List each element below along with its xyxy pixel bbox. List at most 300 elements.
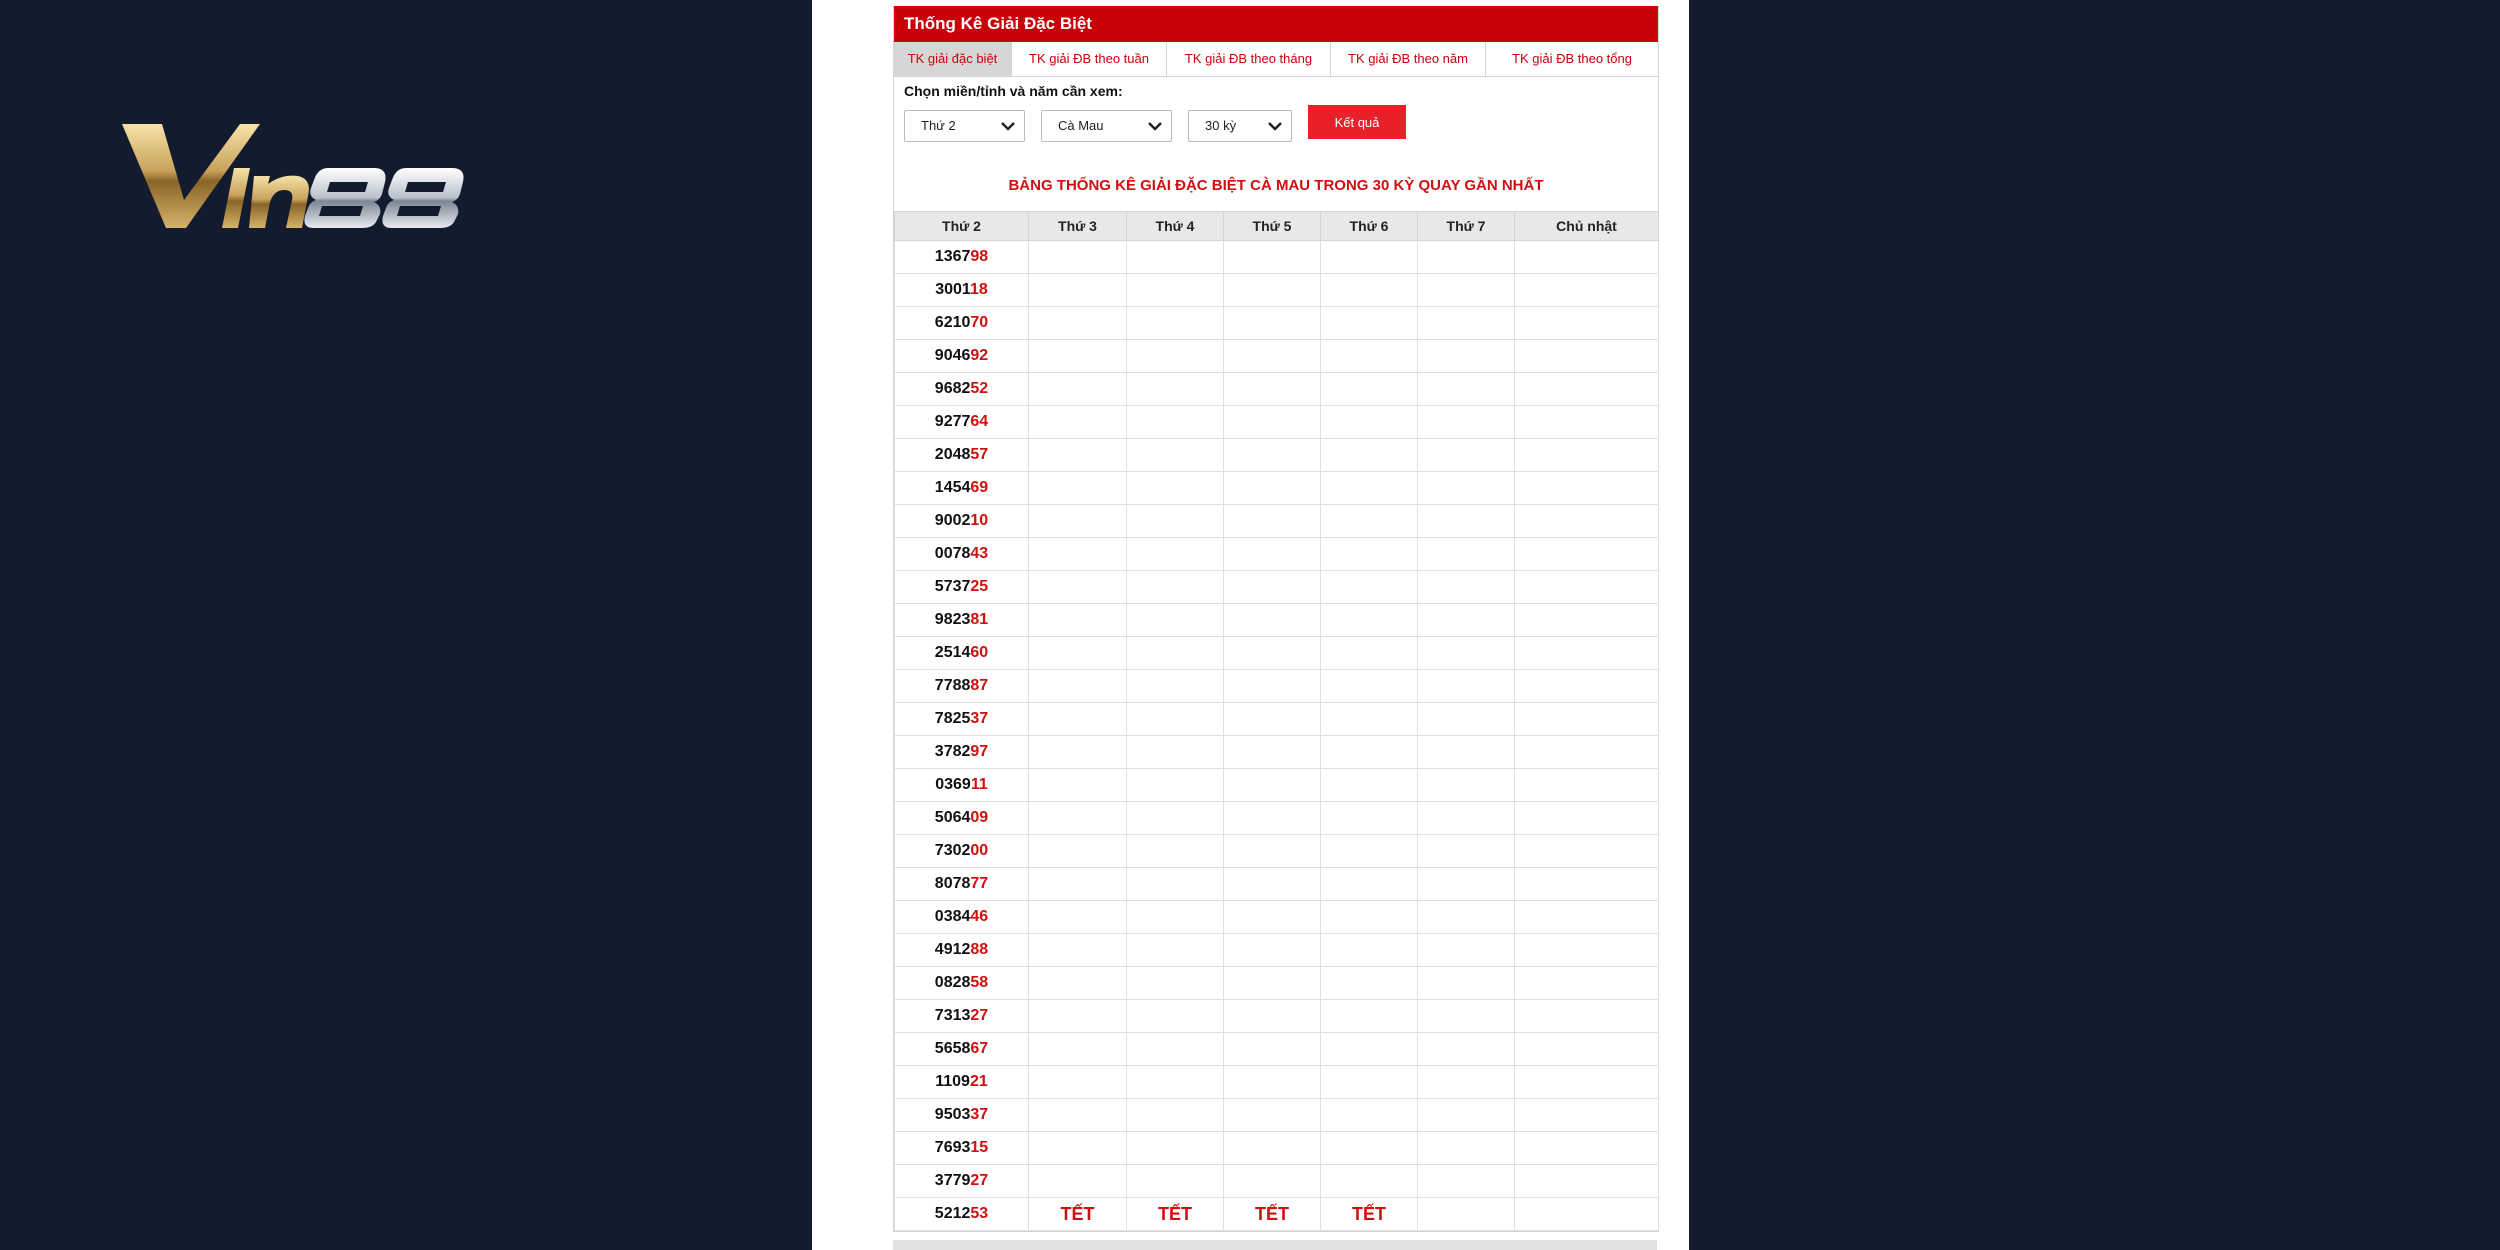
- special-prize-stats-widget: [893, 6, 1659, 1232]
- special-prize-number: [895, 340, 1029, 373]
- empty-cell: [1127, 802, 1224, 835]
- special-prize-number: [895, 802, 1029, 835]
- tab-by-year[interactable]: TK giải ĐB theo năm: [1331, 42, 1486, 76]
- empty-cell: [1418, 637, 1515, 670]
- empty-cell: [1029, 1033, 1127, 1066]
- table-row: [895, 274, 1659, 307]
- empty-cell: [1224, 538, 1321, 571]
- empty-cell: [1515, 439, 1659, 472]
- number-last-two-digits: 67: [970, 1040, 989, 1057]
- number-last-two-digits: 15: [970, 1139, 989, 1156]
- chevron-down-icon: [1147, 120, 1163, 132]
- empty-cell: [1224, 736, 1321, 769]
- empty-cell: [1515, 1033, 1659, 1066]
- table-row: [895, 736, 1659, 769]
- special-prize-number: [895, 637, 1029, 670]
- empty-cell: [1515, 736, 1659, 769]
- empty-cell: [1418, 505, 1515, 538]
- empty-cell: [1418, 307, 1515, 340]
- special-prize-number: [895, 835, 1029, 868]
- empty-cell: [1029, 373, 1127, 406]
- tab-special-prize[interactable]: TK giải đặc biệt: [894, 42, 1012, 76]
- number-last-two-digits: 43: [970, 545, 989, 562]
- filter-label: Chọn miền/tỉnh và năm cần xem:: [904, 83, 1123, 99]
- empty-cell: [1029, 406, 1127, 439]
- empty-cell: [1515, 802, 1659, 835]
- table-row: [895, 1066, 1659, 1099]
- result-button[interactable]: Kết quả: [1308, 105, 1406, 139]
- empty-cell: [1029, 868, 1127, 901]
- tet-holiday-cell: [1321, 1198, 1418, 1231]
- empty-cell: [1127, 1132, 1224, 1165]
- number-last-two-digits: 70: [970, 314, 989, 331]
- special-prize-number: [895, 1099, 1029, 1132]
- special-prize-number: [895, 604, 1029, 637]
- empty-cell: [1515, 604, 1659, 637]
- empty-cell: [1127, 604, 1224, 637]
- empty-cell: [1029, 307, 1127, 340]
- number-prefix: 9277: [934, 413, 971, 430]
- empty-cell: [1321, 406, 1418, 439]
- empty-cell: [1418, 472, 1515, 505]
- empty-cell: [1224, 1099, 1321, 1132]
- col-header-thu: Thứ 5: [1224, 212, 1321, 241]
- empty-cell: [1418, 241, 1515, 274]
- empty-cell: [1029, 274, 1127, 307]
- empty-cell: [1515, 505, 1659, 538]
- table-row: [895, 472, 1659, 505]
- empty-cell: [1224, 307, 1321, 340]
- empty-cell: [1418, 604, 1515, 637]
- empty-cell: [1321, 637, 1418, 670]
- col-header-fri: Thứ 6: [1321, 212, 1418, 241]
- table-row: [895, 505, 1659, 538]
- empty-cell: [1029, 340, 1127, 373]
- tet-label: TẾT: [1352, 1203, 1386, 1224]
- special-prize-number: [895, 901, 1029, 934]
- empty-cell: [1321, 670, 1418, 703]
- special-prize-number: [895, 373, 1029, 406]
- empty-cell: [1321, 472, 1418, 505]
- empty-cell: [1418, 274, 1515, 307]
- number-prefix: 0078: [934, 545, 971, 562]
- empty-cell: [1224, 373, 1321, 406]
- empty-cell: [1321, 1066, 1418, 1099]
- empty-cell: [1321, 802, 1418, 835]
- empty-cell: [1224, 1165, 1321, 1198]
- empty-cell: [1515, 637, 1659, 670]
- special-prize-number: [895, 1198, 1029, 1231]
- empty-cell: [1127, 307, 1224, 340]
- table-row: [895, 1198, 1659, 1231]
- number-last-two-digits: 98: [970, 248, 989, 265]
- table-row: [895, 1132, 1659, 1165]
- col-header-mon: Thứ 2: [895, 212, 1029, 241]
- empty-cell: [1029, 571, 1127, 604]
- empty-cell: [1224, 439, 1321, 472]
- number-last-two-digits: 52: [970, 380, 989, 397]
- table-row: [895, 307, 1659, 340]
- special-prize-number: [895, 439, 1029, 472]
- number-last-two-digits: 53: [970, 1205, 989, 1222]
- number-last-two-digits: 57: [970, 446, 989, 463]
- special-prize-number: [895, 571, 1029, 604]
- empty-cell: [1127, 901, 1224, 934]
- special-prize-number: [895, 736, 1029, 769]
- empty-cell: [1418, 1198, 1515, 1231]
- number-prefix: 1367: [934, 248, 971, 265]
- number-prefix: 2514: [934, 644, 971, 661]
- stats-tabs: [894, 42, 1658, 77]
- empty-cell: [1127, 439, 1224, 472]
- empty-cell: [1418, 670, 1515, 703]
- number-prefix: 0384: [934, 908, 971, 925]
- empty-cell: [1418, 835, 1515, 868]
- empty-cell: [1224, 670, 1321, 703]
- number-last-two-digits: 81: [970, 611, 989, 628]
- empty-cell: [1515, 1099, 1659, 1132]
- empty-cell: [1418, 703, 1515, 736]
- empty-cell: [1515, 1066, 1659, 1099]
- empty-cell: [1418, 868, 1515, 901]
- tet-holiday-cell: [1127, 1198, 1224, 1231]
- empty-cell: [1224, 901, 1321, 934]
- empty-cell: [1321, 835, 1418, 868]
- table-row: [895, 802, 1659, 835]
- number-last-two-digits: 64: [970, 413, 989, 430]
- empty-cell: [1321, 1132, 1418, 1165]
- table-row: [895, 1099, 1659, 1132]
- number-last-two-digits: 27: [970, 1007, 989, 1024]
- number-last-two-digits: 37: [970, 1106, 989, 1123]
- empty-cell: [1224, 1132, 1321, 1165]
- number-last-two-digits: 46: [970, 908, 989, 925]
- filter-row: [894, 103, 1658, 141]
- empty-cell: [1224, 868, 1321, 901]
- empty-cell: [1127, 868, 1224, 901]
- empty-cell: [1224, 802, 1321, 835]
- table-row: [895, 1165, 1659, 1198]
- special-prize-number: [895, 1000, 1029, 1033]
- empty-cell: [1224, 1066, 1321, 1099]
- empty-cell: [1418, 571, 1515, 604]
- number-prefix: 6210: [934, 314, 971, 331]
- number-prefix: 1454: [934, 479, 971, 496]
- empty-cell: [1321, 1033, 1418, 1066]
- tab-by-total[interactable]: TK giải ĐB theo tổng: [1512, 51, 1632, 66]
- empty-cell: [1029, 1000, 1127, 1033]
- empty-cell: [1321, 1099, 1418, 1132]
- day-select-value: Thứ 2: [921, 118, 956, 133]
- number-prefix: 1109: [935, 1073, 970, 1090]
- empty-cell: [1418, 340, 1515, 373]
- tet-label: TẾT: [1060, 1203, 1095, 1224]
- empty-cell: [1127, 340, 1224, 373]
- table-title: BẢNG THỐNG KÊ GIẢI ĐẶC BIỆT CÀ MAU TRONG 30 KỲ QUAY GẦN NHẤT: [1008, 177, 1544, 194]
- empty-cell: [1321, 901, 1418, 934]
- number-prefix: 3001: [935, 281, 970, 298]
- empty-cell: [1127, 1165, 1224, 1198]
- empty-cell: [1321, 769, 1418, 802]
- empty-cell: [1321, 538, 1418, 571]
- empty-cell: [1127, 571, 1224, 604]
- tet-holiday-cell: [1224, 1198, 1321, 1231]
- empty-cell: [1321, 1165, 1418, 1198]
- table-row: [895, 241, 1659, 274]
- empty-cell: [1127, 967, 1224, 1000]
- empty-cell: [1321, 868, 1418, 901]
- table-row: [895, 340, 1659, 373]
- empty-cell: [1127, 472, 1224, 505]
- empty-cell: [1029, 769, 1127, 802]
- empty-cell: [1029, 538, 1127, 571]
- empty-cell: [1127, 406, 1224, 439]
- empty-cell: [1515, 901, 1659, 934]
- empty-cell: [1515, 1198, 1659, 1231]
- table-row: [895, 868, 1659, 901]
- table-row: [895, 406, 1659, 439]
- special-prize-number: [895, 934, 1029, 967]
- empty-cell: [1029, 604, 1127, 637]
- number-prefix: 5064: [934, 809, 971, 826]
- empty-cell: [1418, 769, 1515, 802]
- empty-cell: [1515, 868, 1659, 901]
- empty-cell: [1321, 373, 1418, 406]
- empty-cell: [1418, 1000, 1515, 1033]
- table-row: [895, 835, 1659, 868]
- number-last-two-digits: 10: [970, 512, 989, 529]
- empty-cell: [1224, 274, 1321, 307]
- empty-cell: [1418, 1033, 1515, 1066]
- empty-cell: [1029, 1132, 1127, 1165]
- empty-cell: [1029, 901, 1127, 934]
- empty-cell: [1127, 538, 1224, 571]
- special-prize-number: [895, 538, 1029, 571]
- empty-cell: [1127, 703, 1224, 736]
- empty-cell: [1321, 274, 1418, 307]
- empty-cell: [1321, 703, 1418, 736]
- empty-cell: [1418, 1132, 1515, 1165]
- empty-cell: [1418, 901, 1515, 934]
- special-prize-number: [895, 406, 1029, 439]
- table-row: [895, 373, 1659, 406]
- empty-cell: [1418, 1099, 1515, 1132]
- number-last-two-digits: 88: [970, 941, 989, 958]
- table-row: [895, 934, 1659, 967]
- empty-cell: [1224, 241, 1321, 274]
- empty-cell: [1029, 802, 1127, 835]
- table-row: [895, 769, 1659, 802]
- empty-cell: [1321, 307, 1418, 340]
- table-row: [895, 538, 1659, 571]
- number-last-two-digits: 60: [970, 644, 989, 661]
- empty-cell: [1224, 340, 1321, 373]
- empty-cell: [1515, 538, 1659, 571]
- empty-cell: [1127, 670, 1224, 703]
- special-prize-number: [895, 505, 1029, 538]
- col-header-sat: Thứ 7: [1418, 212, 1515, 241]
- number-last-two-digits: 87: [970, 677, 989, 694]
- day-select[interactable]: [904, 110, 1025, 142]
- empty-cell: [1127, 934, 1224, 967]
- special-prize-number: [895, 472, 1029, 505]
- number-last-two-digits: 18: [969, 281, 988, 298]
- table-row: [895, 604, 1659, 637]
- col-header-sun: Chủ nhật: [1515, 212, 1659, 241]
- empty-cell: [1321, 1000, 1418, 1033]
- special-prize-number: [895, 868, 1029, 901]
- empty-cell: [1224, 604, 1321, 637]
- table-row: [895, 571, 1659, 604]
- empty-cell: [1321, 934, 1418, 967]
- empty-cell: [1224, 934, 1321, 967]
- empty-cell: [1515, 406, 1659, 439]
- chevron-down-icon: [1267, 120, 1283, 132]
- empty-cell: [1127, 373, 1224, 406]
- number-last-two-digits: 92: [970, 347, 989, 364]
- table-row: [895, 670, 1659, 703]
- stats-table: [894, 211, 1659, 1231]
- empty-cell: [1515, 340, 1659, 373]
- col-header-tue: Thứ 3: [1029, 212, 1127, 241]
- special-prize-number: [895, 670, 1029, 703]
- empty-cell: [1515, 967, 1659, 1000]
- col-header-wed: Thứ 4: [1127, 212, 1224, 241]
- empty-cell: [1029, 670, 1127, 703]
- empty-cell: [1515, 274, 1659, 307]
- empty-cell: [1418, 967, 1515, 1000]
- table-row: [895, 703, 1659, 736]
- number-last-two-digits: 37: [970, 710, 989, 727]
- empty-cell: [1224, 1000, 1321, 1033]
- number-prefix: 3782: [934, 743, 971, 760]
- empty-cell: [1224, 571, 1321, 604]
- table-row: [895, 967, 1659, 1000]
- special-prize-number: [895, 967, 1029, 1000]
- tet-holiday-cell: [1029, 1198, 1127, 1231]
- tab-by-month[interactable]: TK giải ĐB theo tháng: [1167, 42, 1331, 76]
- special-prize-number: [895, 274, 1029, 307]
- table-row: [895, 1033, 1659, 1066]
- empty-cell: [1127, 1000, 1224, 1033]
- empty-cell: [1029, 967, 1127, 1000]
- empty-cell: [1029, 835, 1127, 868]
- number-prefix: 5658: [934, 1040, 971, 1057]
- empty-cell: [1029, 505, 1127, 538]
- empty-cell: [1515, 670, 1659, 703]
- empty-cell: [1418, 1165, 1515, 1198]
- special-prize-number: [895, 703, 1029, 736]
- empty-cell: [1418, 406, 1515, 439]
- table-row: [895, 901, 1659, 934]
- empty-cell: [1321, 736, 1418, 769]
- empty-cell: [1515, 934, 1659, 967]
- number-prefix: 7788: [934, 677, 971, 694]
- empty-cell: [1224, 406, 1321, 439]
- empty-cell: [1418, 736, 1515, 769]
- number-prefix: 9682: [934, 380, 971, 397]
- chevron-down-icon: [1000, 120, 1016, 132]
- empty-cell: [1127, 637, 1224, 670]
- number-prefix: 7825: [934, 710, 971, 727]
- empty-cell: [1127, 835, 1224, 868]
- number-last-two-digits: 00: [970, 842, 989, 859]
- empty-cell: [1029, 637, 1127, 670]
- number-prefix: 7693: [934, 1139, 971, 1156]
- empty-cell: [1321, 967, 1418, 1000]
- empty-cell: [1127, 1066, 1224, 1099]
- empty-cell: [1127, 274, 1224, 307]
- empty-cell: [1515, 571, 1659, 604]
- number-prefix: 5737: [934, 578, 971, 595]
- number-prefix: 0369: [935, 776, 971, 793]
- empty-cell: [1418, 373, 1515, 406]
- empty-cell: [1224, 637, 1321, 670]
- number-last-two-digits: 69: [970, 479, 989, 496]
- special-prize-number: [895, 307, 1029, 340]
- number-prefix: 2048: [934, 446, 971, 463]
- number-prefix: 0828: [934, 974, 971, 991]
- empty-cell: [1127, 736, 1224, 769]
- empty-cell: [1515, 703, 1659, 736]
- empty-cell: [1029, 1099, 1127, 1132]
- empty-cell: [1515, 1165, 1659, 1198]
- number-prefix: 7302: [934, 842, 971, 859]
- table-row: [895, 637, 1659, 670]
- empty-cell: [1029, 703, 1127, 736]
- empty-cell: [1515, 373, 1659, 406]
- number-prefix: 5212: [934, 1205, 971, 1222]
- empty-cell: [1321, 604, 1418, 637]
- table-body: [895, 241, 1659, 1231]
- empty-cell: [1224, 703, 1321, 736]
- special-prize-number: [895, 769, 1029, 802]
- empty-cell: [1321, 571, 1418, 604]
- empty-cell: [1321, 340, 1418, 373]
- empty-cell: [1418, 934, 1515, 967]
- empty-cell: [1127, 505, 1224, 538]
- tab-by-week[interactable]: TK giải ĐB theo tuần: [1012, 42, 1167, 76]
- tet-label: TẾT: [1158, 1203, 1192, 1224]
- empty-cell: [1224, 835, 1321, 868]
- special-prize-number: [895, 1165, 1029, 1198]
- empty-cell: [1127, 1099, 1224, 1132]
- empty-cell: [1029, 472, 1127, 505]
- number-last-two-digits: 11: [970, 776, 988, 793]
- special-prize-number: [895, 1132, 1029, 1165]
- number-last-two-digits: 25: [970, 578, 989, 595]
- province-select[interactable]: [1041, 110, 1172, 142]
- widget-title: Thống Kê Giải Đặc Biệt: [894, 6, 1658, 42]
- footer-bar: [893, 1240, 1657, 1250]
- empty-cell: [1418, 802, 1515, 835]
- number-last-two-digits: 58: [970, 974, 989, 991]
- empty-cell: [1127, 241, 1224, 274]
- empty-cell: [1418, 439, 1515, 472]
- number-last-two-digits: 09: [970, 809, 989, 826]
- special-prize-number: [895, 1066, 1029, 1099]
- number-prefix: 9046: [934, 347, 971, 364]
- special-prize-number: [895, 241, 1029, 274]
- empty-cell: [1029, 736, 1127, 769]
- period-select[interactable]: [1188, 110, 1292, 142]
- number-last-two-digits: 21: [969, 1073, 988, 1090]
- empty-cell: [1515, 307, 1659, 340]
- empty-cell: [1515, 769, 1659, 802]
- empty-cell: [1224, 1033, 1321, 1066]
- table-row: [895, 1000, 1659, 1033]
- empty-cell: [1515, 835, 1659, 868]
